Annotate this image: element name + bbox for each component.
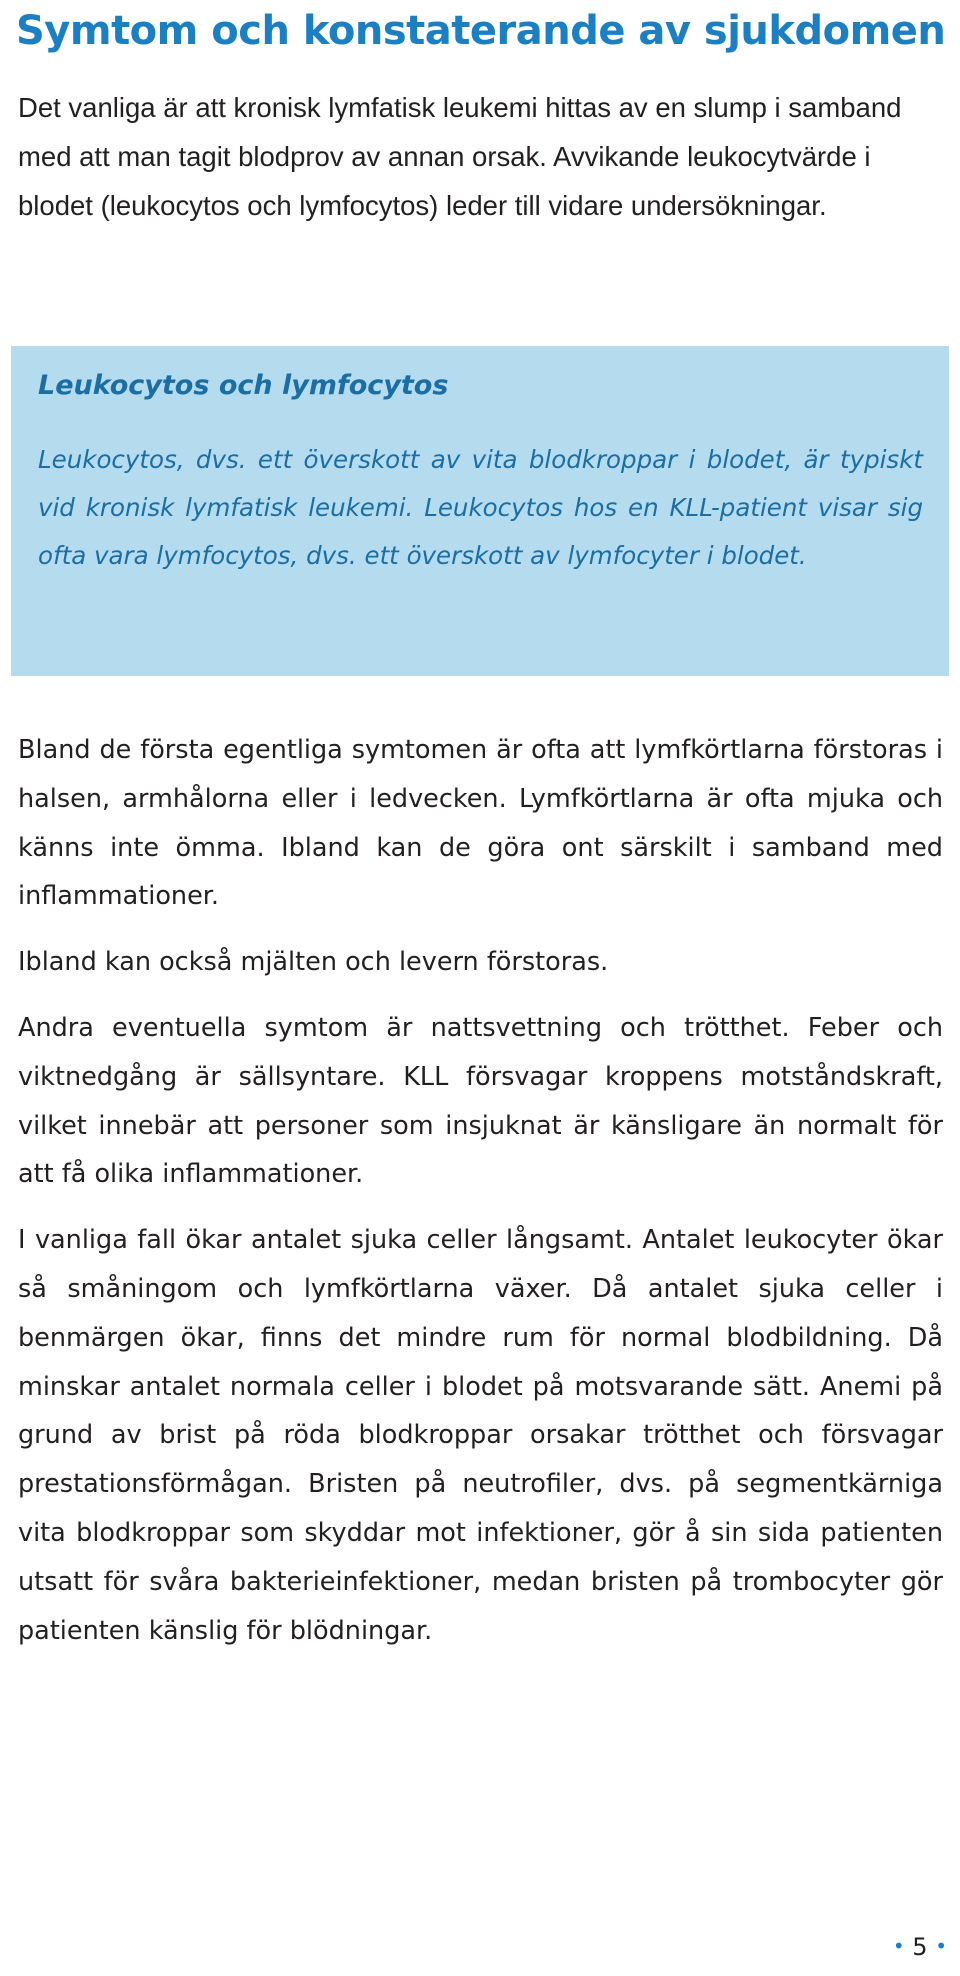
- info-box-text: Leukocytos, dvs. ett överskott av vita blodkroppar i blodet, är typiskt vid kronisk lymfatisk leukemi. Leukocytos hos en KLL-patient visar sig ofta vara lymfocytos, dvs. ett överskott av lymfocyter i blodet.: [38, 445, 923, 570]
- paragraph-other-symptoms: Andra eventuella symtom är nattsvettning och trötthet. Feber och viktnedgång är sällsyntare. KLL försvagar kroppens motståndskraft, vilket innebär att personer som insjuknat är känsligare än normalt för att få olika inflammationer.: [18, 1012, 943, 1190]
- bullet-dot: •: [892, 1934, 905, 1958]
- info-box-title: Leukocytos och lymfocytos: [38, 370, 449, 401]
- page-title: Symtom och konstaterande av sjukdomen: [16, 8, 946, 54]
- paragraph-spleen-liver: Ibland kan också mjälten och levern förstoras.: [18, 947, 609, 978]
- paragraph-disease-progression: I vanliga fall ökar antalet sjuka celler långsamt. Antalet leukocyter ökar så småningom och lymfkörtlarna växer. Då antalet sjuka celler i benmärgen ökar, finns det mindre rum för normal blodbildning. Då minskar antalet normala celler i blodet på motsvarande sätt. Anemi på grund av brist på röda blodkroppar orsakar trötthet och försvagar prestationsförmågan. Bristen på neutrofiler, dvs. på segmentkärniga vita blodkroppar som skyddar mot infektioner, gör å sin sida patienten utsatt för svåra bakterieinfektioner, medan bristen på trombocyter gör patienten känslig för blödningar.: [18, 1225, 943, 1646]
- page-number: 5: [912, 1933, 928, 1961]
- intro-paragraph: Det vanliga är att kronisk lymfatisk leukemi hittas av en slump i samband med att man tagit blodprov av annan orsak. Avvikande leukocytvärde i blodet (leukocytos och lymfocytos) leder till vidare undersökningar.: [18, 92, 902, 221]
- body-text: [18, 726, 943, 1672]
- info-box: [11, 346, 949, 676]
- page-footer: [893, 1932, 947, 1963]
- bullet-dot: •: [935, 1934, 947, 1958]
- paragraph-symptoms: Bland de första egentliga symtomen är ofta att lymfkörtlarna förstoras i halsen, armhålorna eller i ledvecken. Lymfkörtlarna är ofta mjuka och känns inte ömma. Ibland kan de göra ont särskilt i samband med inflammationer.: [18, 735, 943, 912]
